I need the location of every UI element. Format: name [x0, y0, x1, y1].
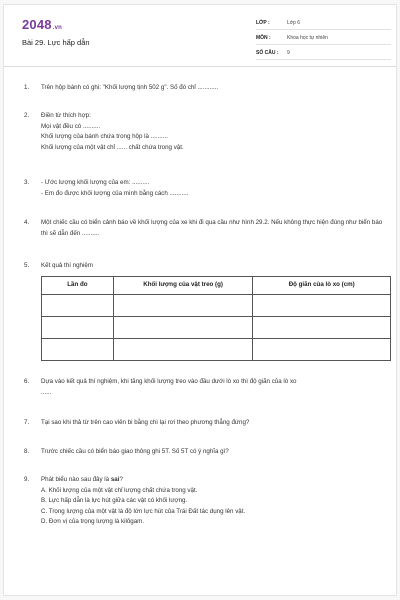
- question-number: 6.: [24, 378, 30, 385]
- table-cell[interactable]: [253, 316, 391, 338]
- meta-row-class: [256, 17, 391, 30]
- meta-label: SỐ CÂU :: [256, 50, 279, 56]
- table-cell[interactable]: [253, 338, 391, 360]
- meta-label: LỚP :: [256, 20, 270, 26]
- table-cell[interactable]: [113, 316, 253, 338]
- table-cell[interactable]: [113, 294, 253, 316]
- title-prefix: Phát biểu nào sau đây là: [41, 476, 111, 483]
- question-title: [41, 475, 386, 486]
- meta-row-question-count: [256, 47, 391, 60]
- table-row: [42, 338, 391, 360]
- answer-option-c[interactable]: C. Trọng lượng của một vật là độ lớn lực hút của Trái Đất tác dụng lên vật.: [41, 507, 246, 515]
- meta-value: Khoa học tự nhiên: [287, 35, 328, 41]
- question-number: 2.: [24, 112, 30, 119]
- question-text: Tại sao khi thả từ trên cao viên bi bằng chì lại rơi theo phương thẳng đứng?: [41, 419, 250, 426]
- question-6: [24, 377, 386, 398]
- table-cell[interactable]: [42, 338, 114, 360]
- question-line: Khối lượng của bánh chứa trong hộp là ..........: [41, 133, 168, 140]
- question-5: [24, 261, 386, 361]
- question-3: [24, 178, 386, 199]
- table-header-row: [42, 276, 391, 294]
- lesson-meta: [256, 17, 391, 62]
- question-7: [24, 418, 386, 429]
- question-number: 3.: [24, 179, 30, 186]
- worksheet-header: [4, 5, 396, 67]
- answer-option-d[interactable]: D. Đơn vị của trọng lượng là kilôgam.: [41, 518, 145, 525]
- question-number: 8.: [24, 448, 30, 455]
- question-text: Trên hộp bánh có ghi: "Khối lượng tịnh 502 g". Số đó chỉ ............: [41, 84, 219, 91]
- table-cell[interactable]: [42, 316, 114, 338]
- answer-option-b[interactable]: B. Lực hấp dẫn là lực hút giữa các vật có khối lượng.: [41, 497, 188, 504]
- site-logo[interactable]: [22, 17, 62, 32]
- table-cell[interactable]: [253, 294, 391, 316]
- meta-label: MÔN :: [256, 35, 271, 41]
- results-table: [41, 276, 391, 361]
- question-title: Điền từ thích hợp:: [41, 112, 91, 119]
- question-2: [24, 111, 386, 153]
- question-title: Kết quả thí nghiệm: [41, 262, 93, 269]
- question-number: 4.: [24, 219, 30, 226]
- question-line: Khối lượng của một vật chỉ ...... chất chứa trong vật.: [41, 143, 184, 151]
- column-header: Khối lượng của vật treo (g): [113, 276, 253, 294]
- question-text: ......: [41, 388, 52, 396]
- question-text: Một chiếc cầu có biển cảnh báo về khối lượng của xe khi đi qua cầu như hình 29.2. Nếu không thực hiện đúng như biển báo thì sẽ dẫn đến ..........: [41, 219, 383, 237]
- title-suffix: ?: [119, 476, 123, 483]
- question-line: - Em đo được khối lượng của mình bằng cách ...........: [41, 189, 189, 197]
- table-cell[interactable]: [113, 338, 253, 360]
- question-4: [24, 218, 386, 239]
- question-text: Dựa vào kết quả thí nghiệm, khi tăng khối lượng treo vào đầu dưới lò xo thì độ giãn của lò xo: [41, 378, 297, 385]
- question-line: - Ước lượng khối lượng của em: ..........: [41, 179, 150, 186]
- question-number: 5.: [24, 262, 30, 269]
- question-text: Trước chiếc cầu có biển báo giao thông ghi 5T. Số 5T có ý nghĩa gì?: [41, 448, 229, 455]
- question-line: Mọi vật đều có ..........: [41, 122, 101, 130]
- question-9: [24, 475, 386, 528]
- logo-text: 2048: [22, 17, 52, 32]
- title-emphasis: sai: [110, 476, 120, 483]
- column-header: Độ giãn của lò xo (cm): [253, 276, 391, 294]
- table-row: [42, 316, 391, 338]
- question-8: [24, 447, 386, 458]
- answer-option-a[interactable]: A. Khối lượng của một vật chỉ lượng chất chứa trong vật.: [41, 486, 198, 494]
- worksheet-page: [3, 4, 397, 596]
- question-number: 1.: [24, 84, 30, 91]
- column-header: Lần đo: [42, 276, 114, 294]
- meta-value: Lớp 6: [287, 20, 301, 26]
- meta-value: 9: [287, 50, 290, 56]
- meta-row-subject: [256, 32, 391, 45]
- question-1: [24, 83, 386, 94]
- table-cell[interactable]: [42, 294, 114, 316]
- table-row: [42, 294, 391, 316]
- question-number: 9.: [24, 476, 30, 483]
- lesson-title: Bài 29. Lực hấp dẫn: [22, 38, 90, 47]
- logo-suffix: .vn: [52, 25, 63, 31]
- question-number: 7.: [24, 419, 30, 426]
